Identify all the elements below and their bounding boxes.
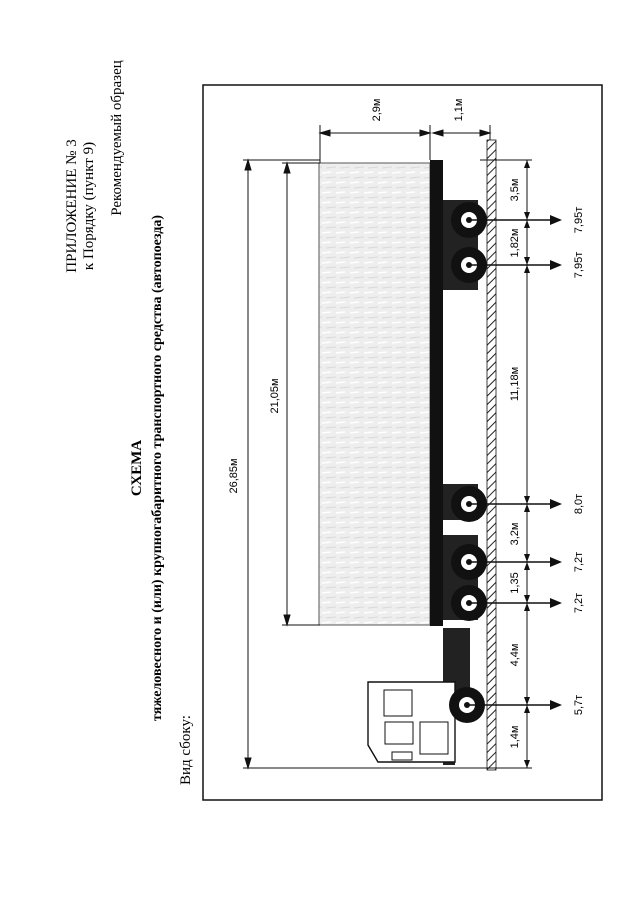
cargo-body (319, 163, 430, 625)
cab-window-upper (384, 690, 412, 716)
ground-surface (487, 140, 496, 770)
axle-spacing-4: 3,2м (509, 522, 521, 546)
trailer-frame (430, 160, 443, 626)
load-arrows (467, 220, 560, 705)
axle-spacing-1: 1,4м (509, 725, 521, 749)
axle-load-1: 5,7т (573, 694, 585, 716)
axle-spacing-5: 11,18м (509, 366, 521, 402)
height-label: 2,9м (371, 98, 383, 122)
axle-load-5: 7,95т (573, 251, 585, 279)
view-label: Вид сбоку: (178, 715, 194, 785)
appendix-reference: к Порядку (пункт 9) (81, 141, 97, 271)
trailer-length-dimension (282, 163, 320, 625)
clearance-label: 1,1м (453, 98, 465, 122)
scheme-subtitle: тяжеловесного и (или) крупногабаритного транспортного средства (автопоезда) (150, 215, 165, 721)
appendix-title: ПРИЛОЖЕНИЕ № 3 (64, 139, 80, 273)
recommended-sample: Рекомендуемый образец (109, 60, 125, 216)
axle-load-4: 8,0т (573, 493, 585, 515)
load-arrowheads (550, 215, 562, 710)
axle-spacing-3: 1,35 (509, 572, 521, 594)
cab-door (385, 722, 413, 744)
axle-load-6: 7,95т (573, 206, 585, 234)
axle-spacing-2: 4,4м (509, 643, 521, 667)
cab-window-side (420, 722, 448, 754)
height-dimension (320, 125, 430, 163)
axle-load-2: 7,2т (573, 592, 585, 614)
axle-spacing-7: 3,5м (509, 178, 521, 202)
scheme-title: СХЕМА (129, 439, 145, 497)
axle-load-3: 7,2т (573, 551, 585, 573)
clearance-dimension (433, 125, 490, 140)
overall-length-label: 26,85м (228, 458, 240, 494)
trailer-length-label: 21,05м (269, 378, 281, 414)
cab-step (392, 752, 412, 760)
axle-spacing-6: 1,82м (509, 228, 521, 258)
